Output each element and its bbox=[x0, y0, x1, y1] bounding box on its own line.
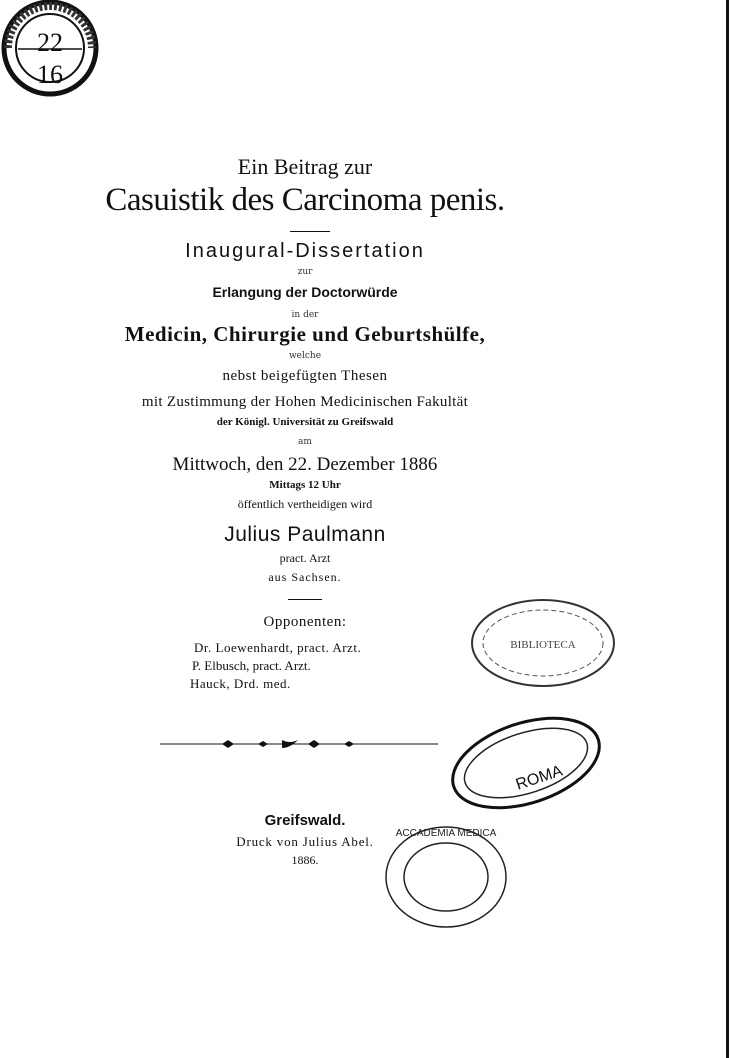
round-stamp-3 bbox=[380, 822, 512, 932]
word-welche: welche bbox=[288, 351, 322, 361]
opponents-heading: Opponenten: bbox=[263, 614, 347, 630]
page-title: Casuistik des Carcinoma penis. bbox=[105, 182, 505, 218]
doc-type: Inaugural-Dissertation bbox=[185, 240, 425, 262]
year: 1886. bbox=[291, 853, 319, 867]
purpose: Erlangung der Doctorwürde bbox=[212, 284, 398, 300]
oval-stamp-1 bbox=[468, 596, 618, 692]
defend: öffentlich vertheidigen wird bbox=[237, 497, 373, 511]
opponent-1: Dr. Loewenhardt, pract. Arzt. bbox=[194, 640, 362, 655]
university: der Königl. Universität zu Greifswald bbox=[216, 416, 394, 428]
author: Julius Paulmann bbox=[224, 523, 386, 546]
oval-stamp-1-text: BIBLIOTECA bbox=[510, 639, 576, 651]
word-zur: zur bbox=[297, 267, 313, 277]
oval-stamp-2 bbox=[446, 708, 606, 818]
oval-stamp-2-text: ROMA bbox=[513, 762, 565, 794]
fields: Medicin, Chirurgie und Geburtshülfe, bbox=[124, 322, 486, 346]
date: Mittwoch, den 22. Dezember 1886 bbox=[172, 454, 438, 475]
printer: Druck von Julius Abel. bbox=[236, 834, 374, 849]
word-am: am bbox=[298, 437, 312, 447]
page-edge bbox=[726, 0, 729, 1058]
ornamental-rule bbox=[158, 736, 440, 752]
round-stamp-3-text: ACCADEMIA MEDICA bbox=[395, 828, 497, 839]
with-theses: nebst beigefügten Thesen bbox=[222, 368, 388, 384]
stamp-number-bottom: 16 bbox=[37, 60, 63, 89]
opponent-3: Hauck, Drd. med. bbox=[190, 676, 291, 691]
time: Mittags 12 Uhr bbox=[269, 479, 341, 491]
divider bbox=[290, 231, 330, 232]
subtitle: Ein Beitrag zur bbox=[237, 154, 373, 179]
author-title: pract. Arzt bbox=[279, 551, 331, 565]
approval: mit Zustimmung der Hohen Medicinischen Fakultät bbox=[141, 394, 469, 410]
place: Greifswald. bbox=[264, 812, 346, 829]
author-origin: aus Sachsen. bbox=[268, 570, 342, 584]
divider bbox=[288, 599, 322, 600]
word-in-der: in der bbox=[291, 310, 319, 320]
opponent-2: P. Elbusch, pract. Arzt. bbox=[192, 658, 311, 673]
stamp-number-top: 22 bbox=[37, 28, 63, 57]
